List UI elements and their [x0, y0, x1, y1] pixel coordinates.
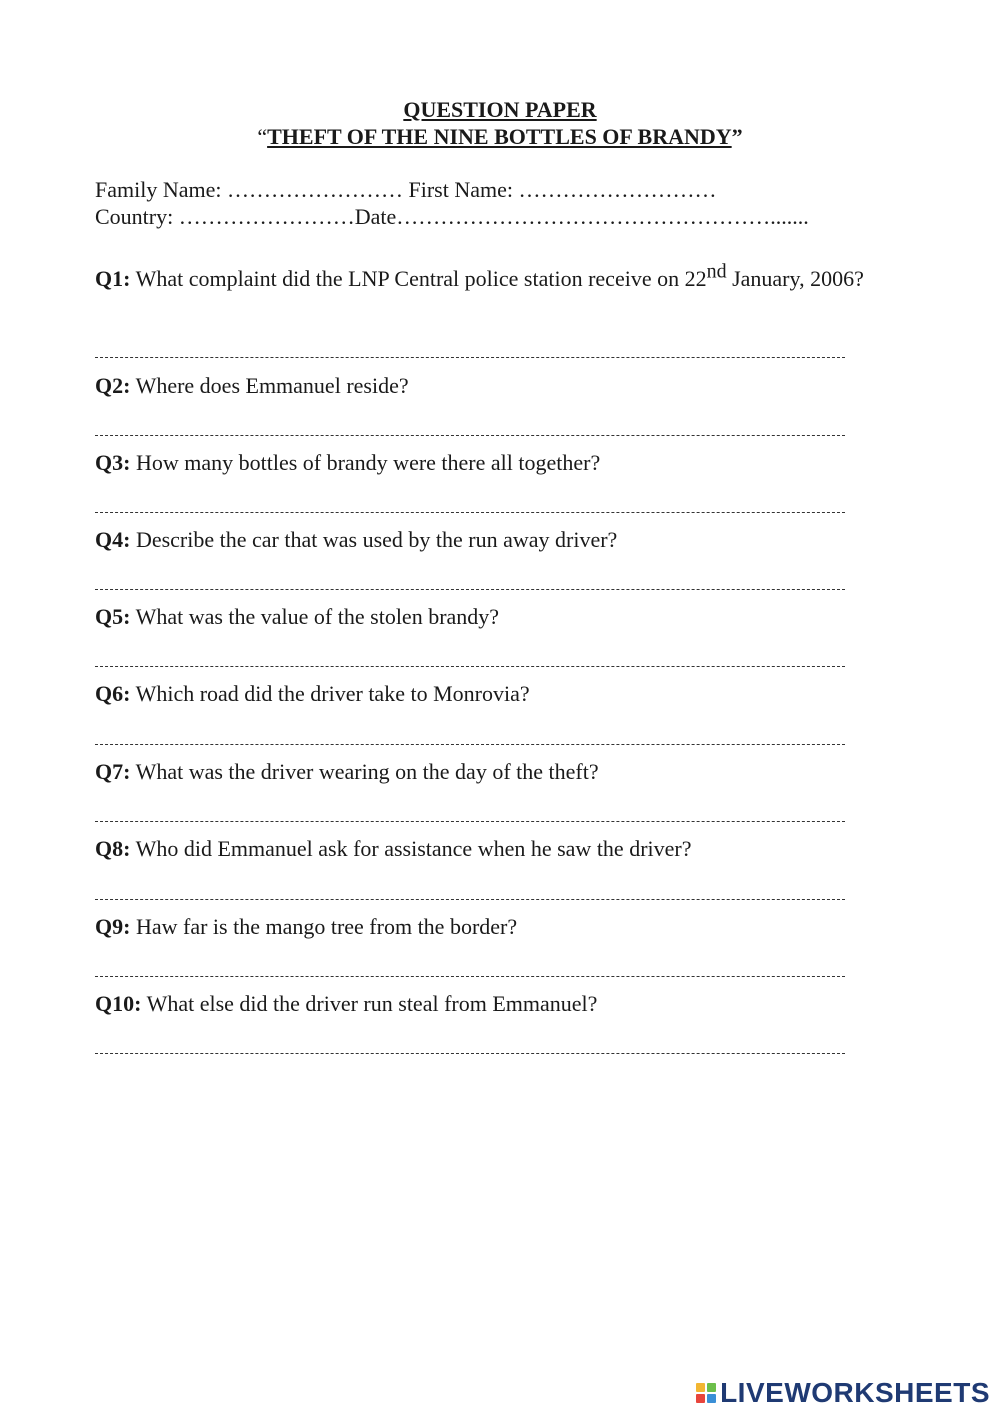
answer-line-3[interactable] — [95, 512, 845, 513]
question-5 — [95, 603, 885, 630]
question-8 — [95, 835, 885, 862]
country-date-line[interactable]: Country: ……………………Date……………………………………………....... — [95, 204, 809, 229]
answer-line-1[interactable] — [95, 357, 845, 358]
question-label: Q8: — [95, 836, 131, 861]
question-text: Which road did the driver take to Monrovia? — [135, 681, 530, 706]
subtitle-text: THEFT OF THE NINE BOTTLES OF BRANDY — [267, 124, 732, 149]
paper-title: QUESTION PAPER — [403, 97, 597, 122]
subtitle-open-quote: “ — [257, 124, 268, 149]
answer-line-4[interactable] — [95, 589, 845, 590]
name-fields-line[interactable]: Family Name: …………………… First Name: ……………………… — [95, 177, 717, 202]
question-label: Q2: — [95, 373, 131, 398]
question-text: Describe the car that was used by the run away driver? — [135, 527, 618, 552]
question-label: Q3: — [95, 450, 131, 475]
question-label: Q9: — [95, 914, 131, 939]
paper-subtitle — [0, 124, 1000, 150]
question-label: Q4: — [95, 527, 131, 552]
ordinal-suffix: nd — [706, 260, 727, 283]
answer-line-8[interactable] — [95, 899, 845, 900]
question-label: Q5: — [95, 604, 131, 629]
question-7 — [95, 758, 885, 785]
answer-line-2[interactable] — [95, 435, 845, 436]
answer-line-5[interactable] — [95, 666, 845, 667]
question-label: Q7: — [95, 759, 131, 784]
question-text: What complaint did the LNP Central police station receive on 22 — [135, 266, 707, 291]
answer-line-6[interactable] — [95, 744, 845, 745]
question-10 — [95, 990, 885, 1017]
question-9 — [95, 913, 885, 940]
question-6 — [95, 680, 885, 707]
question-text: How many bottles of brandy were there all together? — [135, 450, 601, 475]
question-3 — [95, 449, 885, 476]
question-2 — [95, 372, 885, 399]
watermark-text: LIVEWORKSHEETS — [720, 1377, 990, 1408]
question-label: Q10: — [95, 991, 142, 1016]
question-text: What was the driver wearing on the day of the theft? — [135, 759, 599, 784]
question-text: Haw far is the mango tree from the border? — [135, 914, 518, 939]
question-text: What else did the driver run steal from Emmanuel? — [146, 991, 598, 1016]
question-text: Who did Emmanuel ask for assistance when he saw the driver? — [135, 836, 692, 861]
liveworksheets-logo-icon — [696, 1383, 716, 1403]
liveworksheets-watermark — [696, 1377, 990, 1409]
question-4 — [95, 526, 885, 553]
answer-line-7[interactable] — [95, 821, 845, 822]
question-text: Where does Emmanuel reside? — [135, 373, 409, 398]
question-text: What was the value of the stolen brandy? — [135, 604, 500, 629]
answer-line-10[interactable] — [95, 1053, 845, 1054]
answer-line-9[interactable] — [95, 976, 845, 977]
subtitle-close-quote: ” — [731, 124, 743, 149]
question-text-continued: January, 2006? — [726, 266, 864, 291]
question-label: Q6: — [95, 681, 131, 706]
question-1 — [95, 260, 885, 292]
question-label: Q1: — [95, 266, 131, 291]
